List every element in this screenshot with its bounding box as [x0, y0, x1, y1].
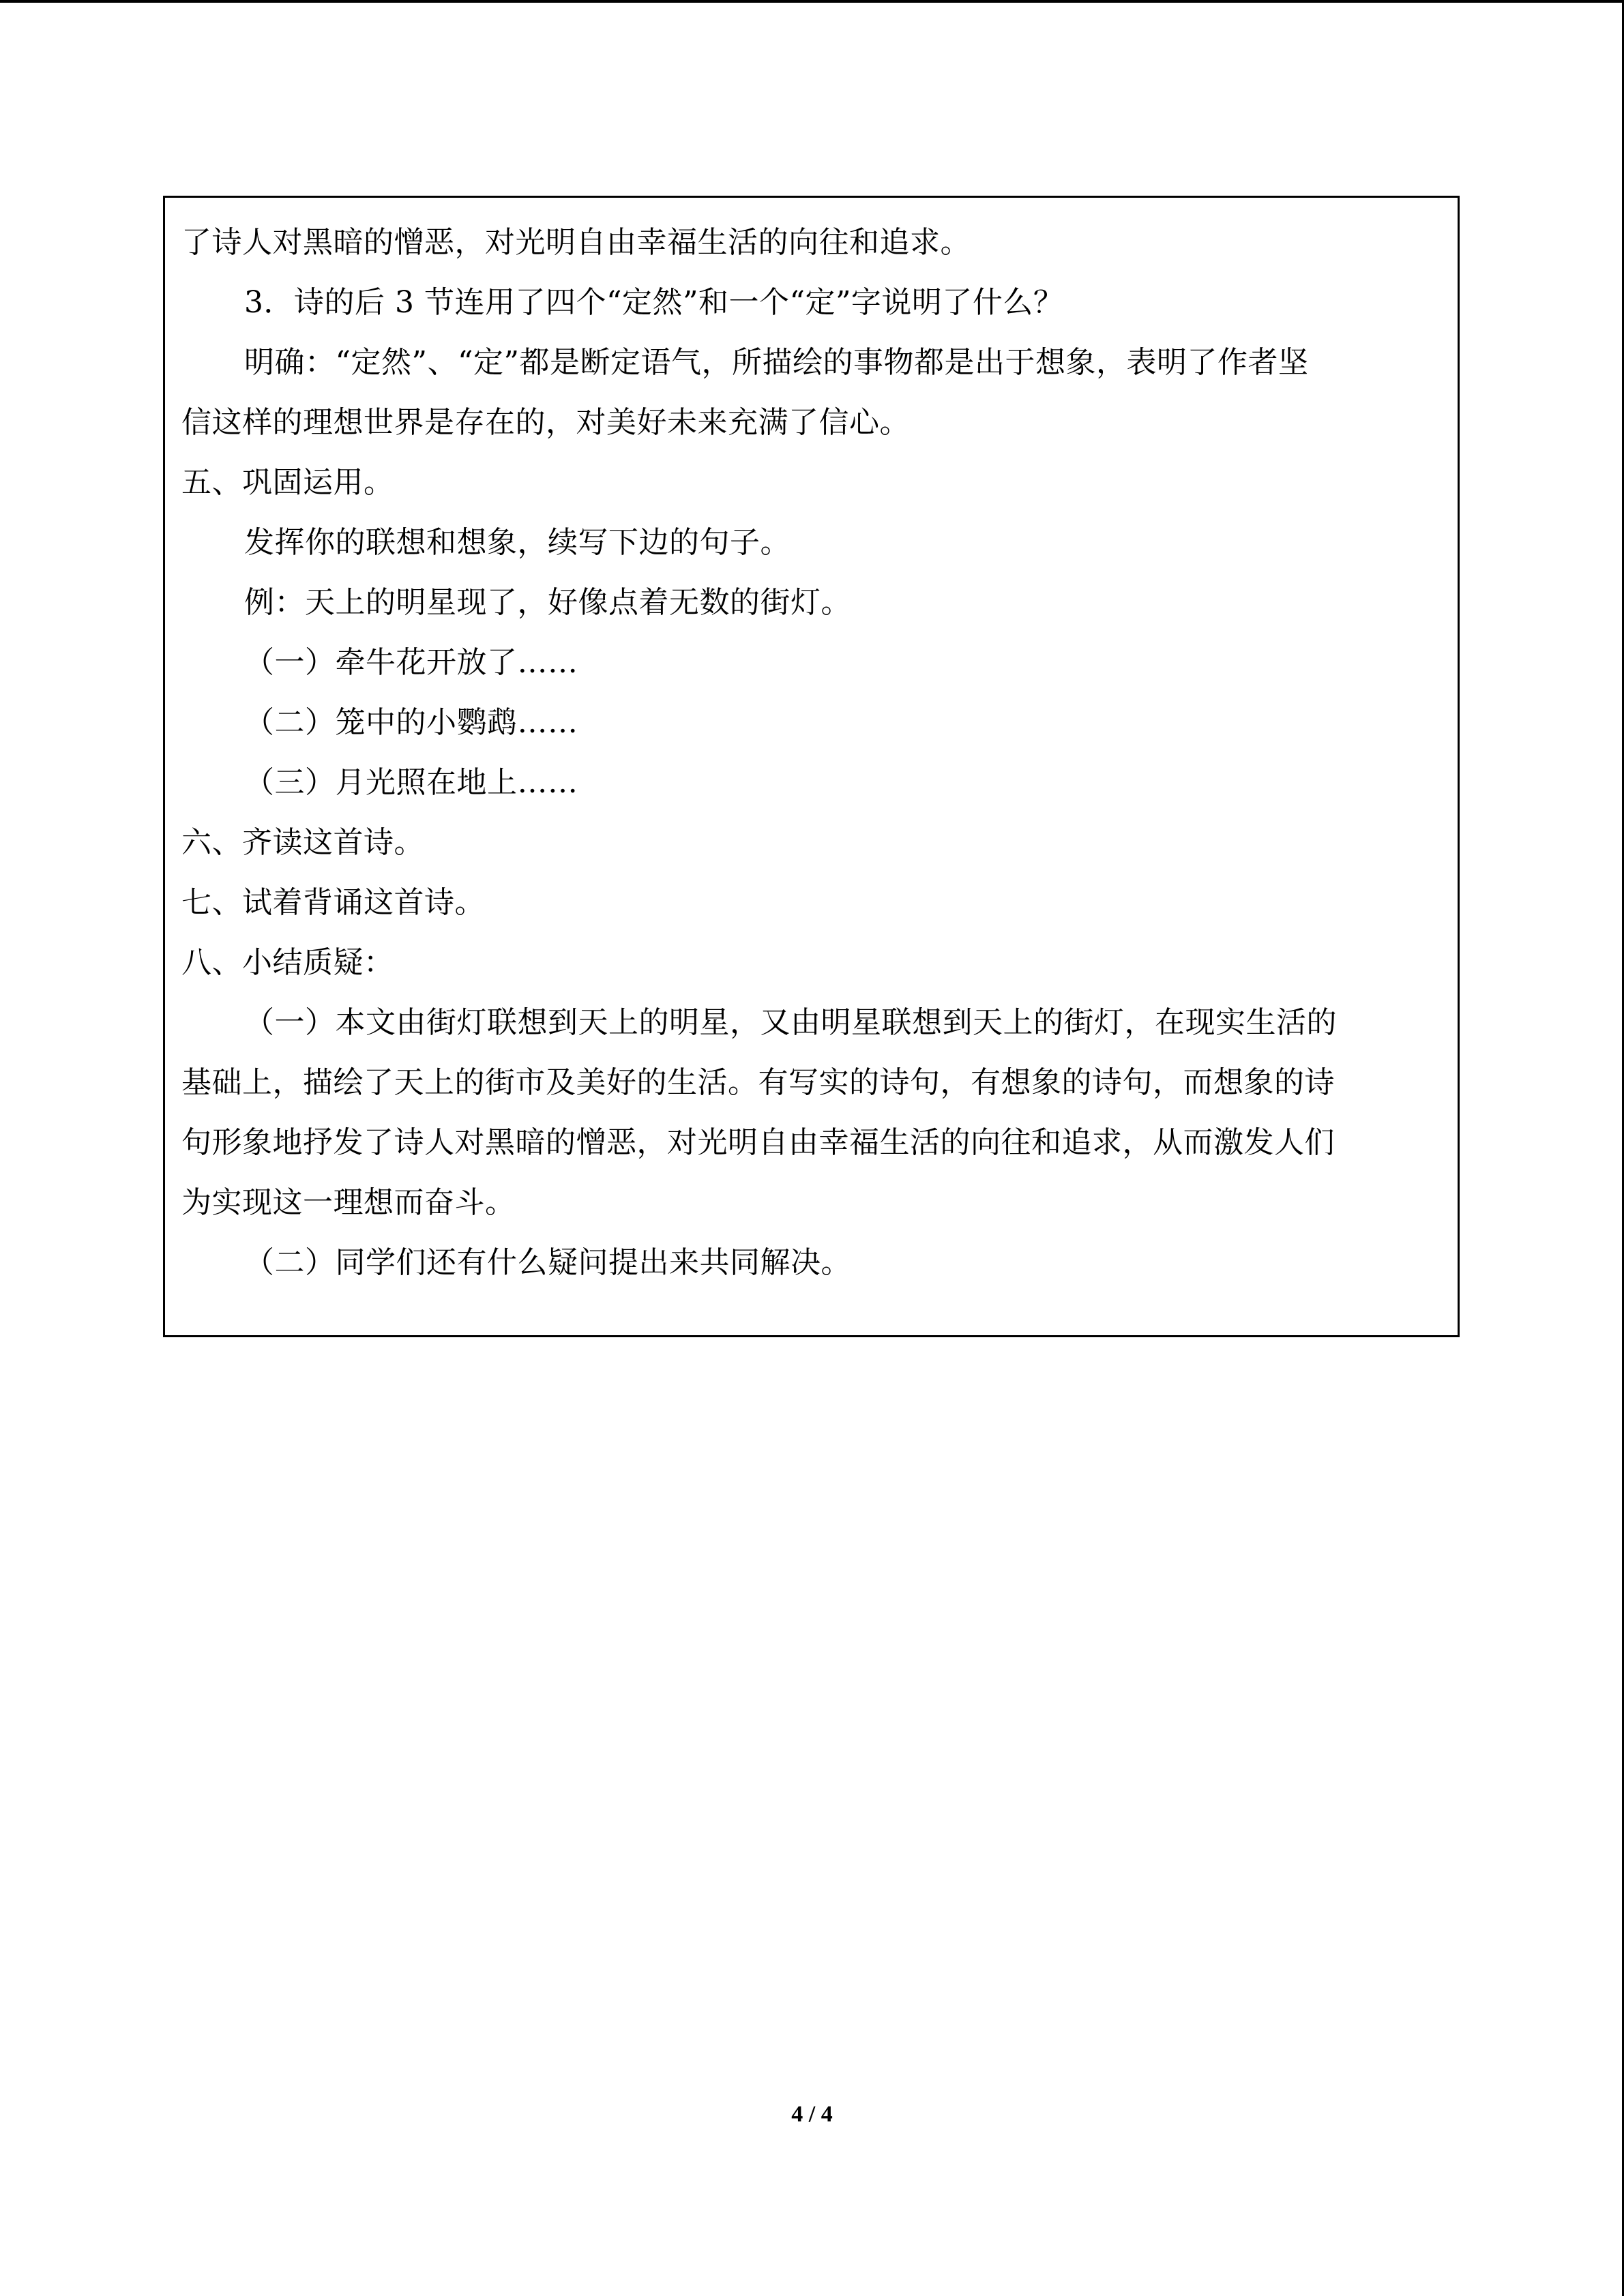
- summary-line: 句形象地抒发了诗人对黑暗的憎恶，对光明自由幸福生活的向往和追求，从而激发人们: [181, 1125, 1335, 1160]
- top-border-line: [0, 0, 1624, 3]
- lesson-content-box: [163, 196, 1460, 1337]
- section-heading: 七、试着背诵这首诗。: [181, 885, 485, 920]
- answer-line: 明确：“定然”、“定”都是断定语气，所描绘的事物都是出于想象，表明了作者坚: [244, 345, 1309, 380]
- summary-line: （二）同学们还有什么疑问提出来共同解决。: [244, 1245, 851, 1280]
- page-number: 4 / 4: [791, 2102, 833, 2127]
- section-heading: 八、小结质疑：: [181, 945, 394, 980]
- question-line: 3．诗的后 3 节连用了四个“定然”和一个“定”字说明了什么？: [244, 285, 1064, 320]
- text-line: 了诗人对黑暗的憎恶，对光明自由幸福生活的向往和追求。: [181, 225, 971, 260]
- section-heading: 六、齐读这首诗。: [181, 825, 424, 860]
- text-line: 发挥你的联想和想象，续写下边的句子。: [244, 525, 791, 560]
- exercise-item: （二）笼中的小鹦鹉……: [244, 705, 578, 740]
- example-line: 例：天上的明星现了，好像点着无数的街灯。: [244, 585, 851, 620]
- text-line: 信这样的理想世界是存在的，对美好未来充满了信心。: [181, 405, 910, 440]
- exercise-item: （一）牵牛花开放了……: [244, 645, 578, 680]
- section-heading: 五、巩固运用。: [181, 465, 394, 500]
- lesson-text-body: [181, 213, 1443, 1293]
- summary-line: 基础上，描绘了天上的街市及美好的生活。有写实的诗句，有想象的诗句，而想象的诗: [181, 1065, 1335, 1100]
- summary-line: （一）本文由街灯联想到天上的明星，又由明星联想到天上的街灯，在现实生活的: [244, 1005, 1337, 1040]
- summary-line: 为实现这一理想而奋斗。: [181, 1185, 516, 1220]
- exercise-item: （三）月光照在地上……: [244, 765, 578, 800]
